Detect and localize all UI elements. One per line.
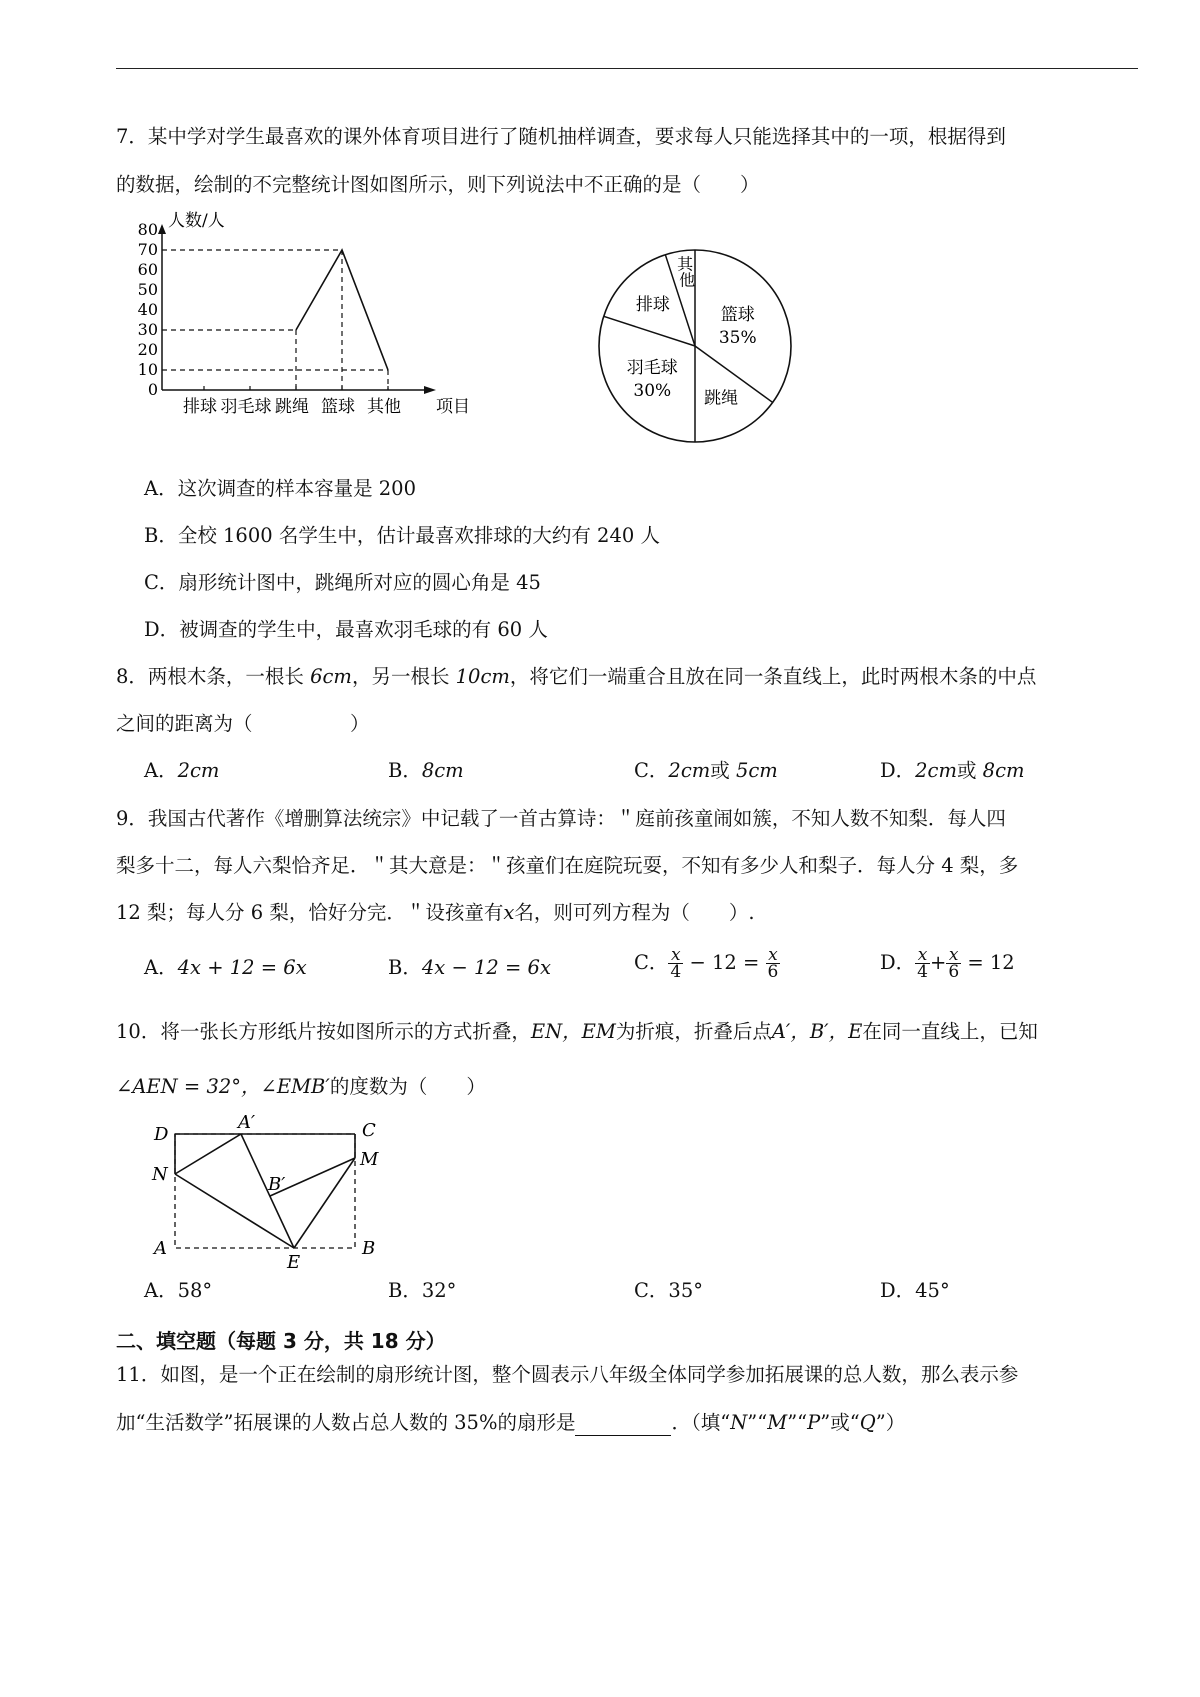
q9-opt-d-label: D． xyxy=(880,951,916,974)
q7-line-chart xyxy=(137,211,520,452)
y-tick-label: 20 xyxy=(137,340,158,359)
q11-end: ”） xyxy=(875,1411,906,1434)
q7-line1: 7．某中学对学生最喜欢的课外体育项目进行了随机抽样调查，要求每人只能选择其中的一项，根据得到 xyxy=(116,125,1006,148)
label-d: D xyxy=(154,1124,169,1145)
q11-choice-q: Q xyxy=(859,1411,876,1434)
q7-option-b: B．全校 1600 名学生中，估计最喜欢排球的大约有 240 人 xyxy=(144,524,660,547)
q8-text-c: ，将它们一端重合且放在同一条直线上，此时两根木条的中点 xyxy=(509,665,1037,688)
pie-slice-label: 他 xyxy=(679,270,696,290)
line-chart-group xyxy=(138,211,470,417)
q10-text-b: 为折痕，折叠后点 xyxy=(615,1020,772,1043)
q8-opt-c-value-1: 2cm xyxy=(668,759,711,782)
q8-opt-d-value-2: 8cm xyxy=(982,759,1025,782)
q10-math-1: EN，EM xyxy=(530,1020,616,1043)
pie-slice-label: 排球 xyxy=(635,294,670,315)
q8-opt-c-or: 或 xyxy=(710,759,736,782)
q8-option-b xyxy=(388,758,464,784)
q7-option-d: D．被调查的学生中，最喜欢羽毛球的有 60 人 xyxy=(144,618,548,641)
q8-text-b: ，另一根长 xyxy=(351,665,456,688)
q11-line1: 11．如图，是一个正在绘制的扇形统计图，整个圆表示八年级全体同学参加拓展课的总人数，那么表示参 xyxy=(116,1363,1019,1386)
q9-opt-c-label: C． xyxy=(634,951,669,974)
q11-choice-p: P xyxy=(807,1411,821,1434)
frac-num: x xyxy=(668,947,683,964)
q10-option-c: C．35° xyxy=(634,1279,703,1302)
frac-num: x xyxy=(915,947,930,964)
q8-length-1: 6cm xyxy=(310,665,352,688)
x-axis-label: 项目 xyxy=(436,397,470,417)
label-a-prime: A′ xyxy=(238,1112,256,1133)
y-tick-label: 50 xyxy=(137,280,158,299)
q8-opt-a-value: 2cm xyxy=(177,759,220,782)
x-axis-arrow xyxy=(424,386,436,394)
pie-slice-percent: 30% xyxy=(633,381,672,402)
q9-opt-c-rest: − 12 = xyxy=(689,951,760,974)
frac-num: x xyxy=(946,947,961,964)
frac-den: 6 xyxy=(948,962,960,982)
x-tick-label: 其他 xyxy=(367,397,401,417)
q7-line2: 的数据，绘制的不完整统计图如图所示，则下列说法中不正确的是（ ） xyxy=(116,173,760,196)
q8-option-a xyxy=(144,758,219,784)
q7-option-c: C．扇形统计图中，跳绳所对应的圆心角是 45 xyxy=(144,571,541,594)
q7-option-a: A．这次调查的样本容量是 200 xyxy=(144,477,417,500)
label-b-prime: B′ xyxy=(268,1174,286,1195)
q10-option-d: D．45° xyxy=(880,1279,950,1302)
q8-opt-d-label: D． xyxy=(880,759,916,782)
answer-blank[interactable] xyxy=(575,1415,671,1436)
header-rule xyxy=(116,68,1138,69)
q9-opt-d-fraction-2 xyxy=(946,947,961,980)
q11-text-a: 加“生活数学”拓展课的人数占总人数的 35%的扇形是 xyxy=(116,1411,576,1434)
q7-pie-chart xyxy=(585,236,805,456)
y-tick-label: 80 xyxy=(137,220,158,239)
q9-opt-a-value: 4x + 12 = 6x xyxy=(177,956,307,979)
q8-option-c xyxy=(634,758,778,784)
frac-num: x xyxy=(766,947,781,964)
frac-den: 4 xyxy=(670,962,682,982)
q10-line2 xyxy=(116,1074,486,1100)
q8-line1 xyxy=(116,664,1036,690)
q11-sep: ”或“ xyxy=(820,1411,860,1434)
y-axis-arrow xyxy=(158,224,166,234)
section-title: 二、填空题（每题 3 分，共 18 分） xyxy=(116,1329,446,1353)
pie-slice-label: 其 xyxy=(677,254,694,274)
q11-text-b: ．（填“ xyxy=(671,1411,731,1434)
q9-option-c xyxy=(634,947,780,980)
q10-text-a: 10．将一张长方形纸片按如图所示的方式折叠， xyxy=(116,1020,531,1043)
q9-line1: 9．我国古代著作《增删算法统宗》中记载了一首古算诗：＂庭前孩童闹如簇，不知人数不知梨．每人四 xyxy=(116,807,1006,830)
x-tick-label: 羽毛球 xyxy=(220,397,272,417)
pie-slice-label: 篮球 xyxy=(720,305,755,326)
q11-line2 xyxy=(116,1410,905,1436)
y-axis-label: 人数/人 xyxy=(168,211,225,231)
q9-opt-d-plus: + xyxy=(929,951,947,974)
q8-option-d xyxy=(880,758,1025,784)
label-a: A xyxy=(154,1238,167,1259)
q9-opt-c-fraction-2 xyxy=(766,947,781,980)
q8-opt-c-value-2: 5cm xyxy=(735,759,778,782)
frac-den: 6 xyxy=(767,962,779,982)
q9-option-d xyxy=(880,947,1015,980)
q10-math-2: A′，B′，E xyxy=(771,1020,863,1043)
q9-text-b: 名，则可列方程为（ ）. xyxy=(514,901,755,924)
y-tick-label: 70 xyxy=(137,240,158,259)
label-m: M xyxy=(360,1149,379,1170)
q10-fold-diagram xyxy=(140,1110,400,1273)
label-e: E xyxy=(287,1252,301,1273)
q9-variable: x xyxy=(503,901,515,924)
pie-slice-label: 跳绳 xyxy=(704,388,739,409)
q9-line2: 梨多十二，每人六梨恰齐足．＂其大意是：＂孩童们在庭院玩耍，不知有多少人和梨子．每人分 4 梨，多 xyxy=(116,854,1019,877)
q10-option-a: A．58° xyxy=(144,1279,213,1302)
q8-line2: 之间的距离为（ ） xyxy=(116,712,370,735)
q8-length-2: 10cm xyxy=(455,665,510,688)
x-tick-label: 篮球 xyxy=(321,397,355,417)
q9-option-a xyxy=(144,955,307,981)
label-c: C xyxy=(362,1120,376,1141)
y-tick-label: 30 xyxy=(137,320,158,339)
label-b: B xyxy=(362,1238,376,1259)
q11-sep: ”“ xyxy=(787,1411,808,1434)
q9-option-b xyxy=(388,955,551,981)
pie-slice-label: 羽毛球 xyxy=(626,358,678,379)
q10-option-b: B．32° xyxy=(388,1279,457,1302)
q8-opt-b-label: B． xyxy=(388,759,422,782)
q9-line3 xyxy=(116,900,755,926)
q9-opt-a-label: A． xyxy=(144,956,178,979)
fold-n-a1 xyxy=(175,1134,241,1174)
q9-opt-d-fraction-1 xyxy=(915,947,930,980)
q8-opt-d-or: 或 xyxy=(956,759,983,782)
q11-choice-n: N xyxy=(730,1411,748,1434)
q10-text-c: 在同一直线上，已知 xyxy=(862,1020,1038,1043)
y-tick-label: 40 xyxy=(137,300,158,319)
q8-opt-b-value: 8cm xyxy=(421,759,464,782)
q8-opt-a-label: A． xyxy=(144,759,178,782)
y-tick-label: 0 xyxy=(147,380,158,399)
q8-opt-c-label: C． xyxy=(634,759,669,782)
pie-slice-percent: 35% xyxy=(718,328,757,349)
q9-opt-b-value: 4x − 12 = 6x xyxy=(421,956,551,979)
x-tick-label: 排球 xyxy=(183,397,217,417)
q10-line1 xyxy=(116,1019,1038,1045)
q10-text-d: 的度数为（ ） xyxy=(329,1075,486,1098)
q8-opt-d-value-1: 2cm xyxy=(915,759,957,782)
q11-sep: ”“ xyxy=(747,1411,768,1434)
pie-chart-group xyxy=(599,250,791,442)
q8-text-a: 8．两根木条，一根长 xyxy=(116,665,311,688)
q10-math-3: ∠AEN = 32°，∠EMB′ xyxy=(116,1075,330,1098)
q9-text-a: 12 梨；每人分 6 梨，恰好分完．＂设孩童有 xyxy=(116,901,504,924)
y-tick-label: 10 xyxy=(137,360,158,379)
y-tick-label: 60 xyxy=(137,260,158,279)
q9-opt-b-label: B． xyxy=(388,956,422,979)
q9-opt-d-rest: = 12 xyxy=(967,951,1015,974)
x-tick-label: 跳绳 xyxy=(275,397,309,417)
frac-den: 4 xyxy=(917,962,928,982)
label-n: N xyxy=(152,1164,168,1185)
q11-choice-m: M xyxy=(767,1411,788,1434)
q9-opt-c-fraction-1 xyxy=(668,947,683,980)
